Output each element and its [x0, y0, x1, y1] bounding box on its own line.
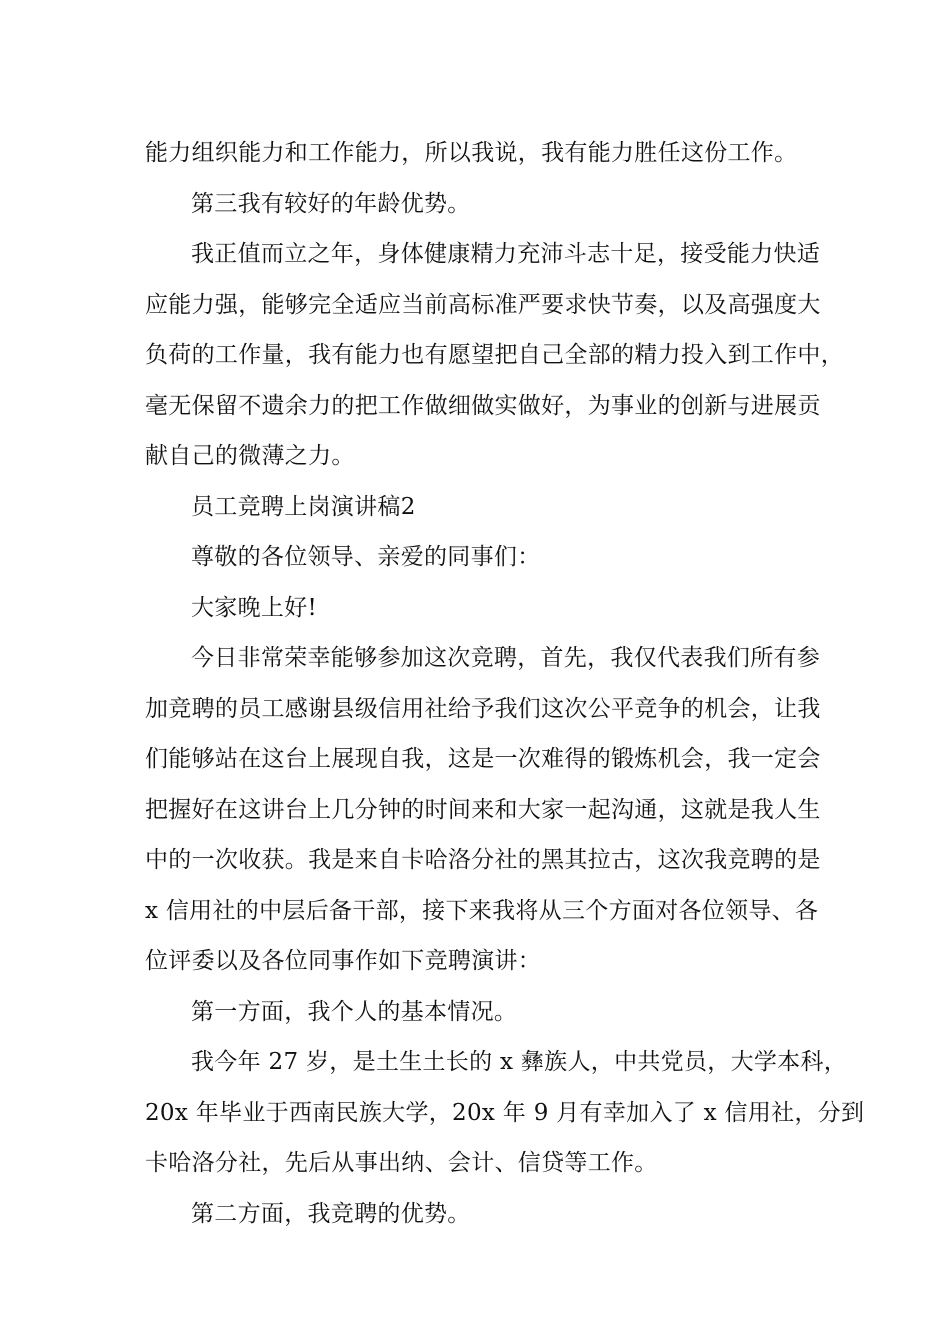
- text-line: 第三我有较好的年龄优势。: [191, 190, 471, 217]
- text-line: 中的一次收获。我是来自卡哈洛分社的黑其拉古，这次我竞聘的是: [145, 847, 821, 873]
- paragraph: [145, 633, 825, 987]
- text-line: 今日非常荣幸能够参加这次竞聘，首先，我仅代表我们所有参: [191, 645, 821, 671]
- salutation: [145, 532, 825, 583]
- text-line: 第二方面，我竞聘的优势。: [191, 1200, 471, 1227]
- document-body: [145, 128, 865, 1239]
- text-line: 把握好在这讲台上几分钟的时间来和大家一起沟通，这就是我人生: [145, 796, 821, 823]
- text-line: 大家晚上好!: [191, 594, 318, 621]
- paragraph: [145, 1037, 865, 1189]
- text-line: 尊敬的各位领导、亲爱的同事们：: [191, 544, 541, 570]
- text-line: 毫无保留不遗余力的把工作做细做实做好，为事业的创新与进展贡: [145, 392, 821, 419]
- paragraph: [145, 128, 825, 179]
- paragraph: [145, 179, 825, 230]
- section-heading: [145, 482, 825, 533]
- text-line: 应能力强，能够完全适应当前高标准严要求快节奏，以及高强度大: [145, 291, 821, 318]
- text-line: 位评委以及各位同事作如下竞聘演讲：: [145, 948, 542, 974]
- paragraph: [145, 229, 844, 482]
- text-line: x 信用社的中层后备干部，接下来我将从三个方面对各位领导、各: [145, 897, 819, 924]
- text-line: 负荷的工作量，我有能力也有愿望把自己全部的精力投入到工作中，: [145, 342, 844, 368]
- text-line: 们能够站在这台上展现自我，这是一次难得的锻炼机会，我一定会: [145, 746, 821, 772]
- text-line: 第一方面，我个人的基本情况。: [191, 998, 518, 1025]
- text-line: 20x 年毕业于西南民族大学，20x 年 9 月有幸加入了 x 信用社，分到: [145, 1099, 865, 1126]
- text-line: 加竞聘的员工感谢县级信用社给予我们这次公平竞争的机会，让我: [145, 695, 821, 722]
- text-line: 卡哈洛分社，先后从事出纳、会计、信贷等工作。: [145, 1150, 658, 1176]
- paragraph: [145, 1189, 825, 1240]
- text-line: 我今年 27 岁，是土生土长的 x 彝族人，中共党员，大学本科，: [191, 1049, 848, 1075]
- greeting: [145, 583, 825, 634]
- paragraph: [145, 987, 825, 1038]
- text-line: 我正值而立之年，身体健康精力充沛斗志十足，接受能力快适: [191, 241, 821, 267]
- text-line: 献自己的微薄之力。: [145, 443, 355, 469]
- text-line: 能力组织能力和工作能力，所以我说，我有能力胜任这份工作。: [145, 140, 798, 166]
- text-line: 员工竞聘上岗演讲稿2: [191, 493, 416, 520]
